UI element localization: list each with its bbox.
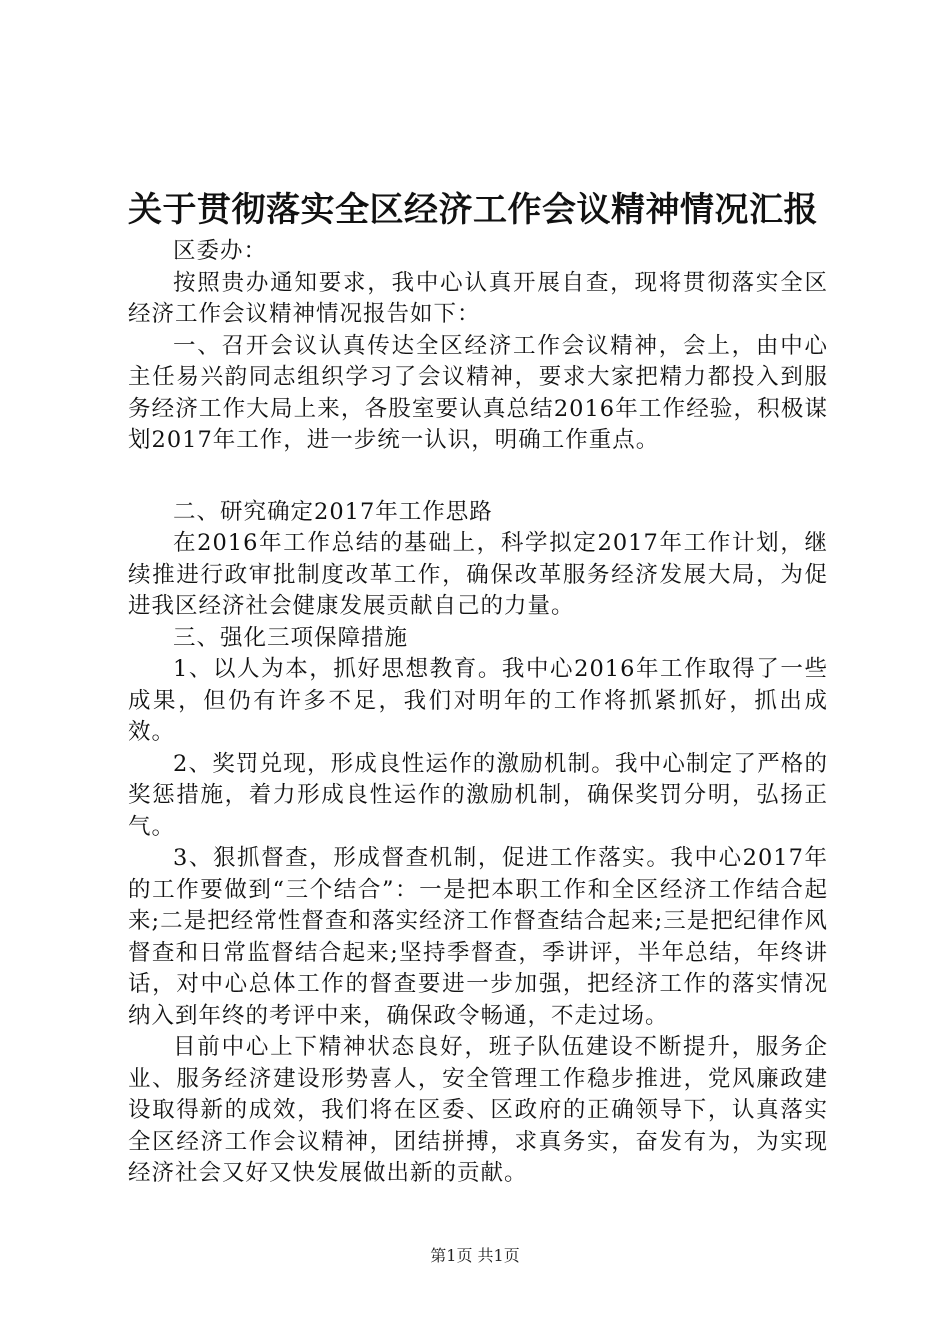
section-heading-3: 三、强化三项保障措施 bbox=[173, 624, 409, 651]
paragraph-conclusion: 目前中心上下精神状态良好，班子队伍建设不断提升，服务企业、服务经济建设形势喜人，安全管理工作稳步推进，党风廉政建设取得新的成效，我们将在区委、区政府的正确领导下，认真落实全区经济工作会议精神，团结拼搏，求真务实，奋发有为，为实现经济社会又好又快发展做出新的贡献。 bbox=[128, 1034, 828, 1186]
section-heading-2: 二、研究确定2017年工作思路 bbox=[173, 498, 493, 525]
paragraph-measure-1: 1、以人为本，抓好思想教育。我中心2016年工作取得了一些成果，但仍有许多不足，我们对明年的工作将抓紧抓好，抓出成效。 bbox=[128, 656, 828, 745]
paragraph-gap bbox=[128, 457, 828, 497]
paragraph-section-1: 一、召开会议认真传达全区经济工作会议精神，会上，由中心主任易兴韵同志组织学习了会议精神，要求大家把精力都投入到服务经济工作大局上来，各股室要认真总结2016年工作经验，积极谋划2017年工作，进一步统一认识，明确工作重点。 bbox=[128, 332, 828, 453]
document-body bbox=[128, 236, 828, 1190]
paragraph-intro: 按照贵办通知要求，我中心认真开展自查，现将贯彻落实全区经济工作会议精神情况报告如下： bbox=[128, 269, 828, 327]
paragraph-measure-3: 3、狠抓督查，形成督查机制，促进工作落实。我中心2017年的工作要做到“三个结合”：一是把本职工作和全区经济工作结合起来;二是把经常性督查和落实经济工作督查结合起来;三是把纪律作风督查和日常监督结合起来;坚持季督查，季讲评，半年总结，年终讲话，对中心总体工作的督查要进一步加强，把经济工作的落实情况纳入到年终的考评中来，确保政令畅通，不走过场。 bbox=[128, 845, 828, 1029]
page-number-footer: 第1页 共1页 bbox=[430, 1246, 520, 1265]
document-title: 关于贯彻落实全区经济工作会议精神情况汇报 bbox=[128, 190, 818, 230]
paragraph-measure-2: 2、奖罚兑现，形成良性运作的激励机制。我中心制定了严格的奖惩措施，着力形成良性运作的激励机制，确保奖罚分明，弘扬正气。 bbox=[128, 750, 828, 840]
paragraph-section-2: 在2016年工作总结的基础上，科学拟定2017年工作计划，继续推进行政审批制度改革工作，确保改革服务经济发展大局，为促进我区经济社会健康发展贡献自己的力量。 bbox=[128, 530, 828, 619]
salutation: 区委办： bbox=[173, 238, 268, 264]
